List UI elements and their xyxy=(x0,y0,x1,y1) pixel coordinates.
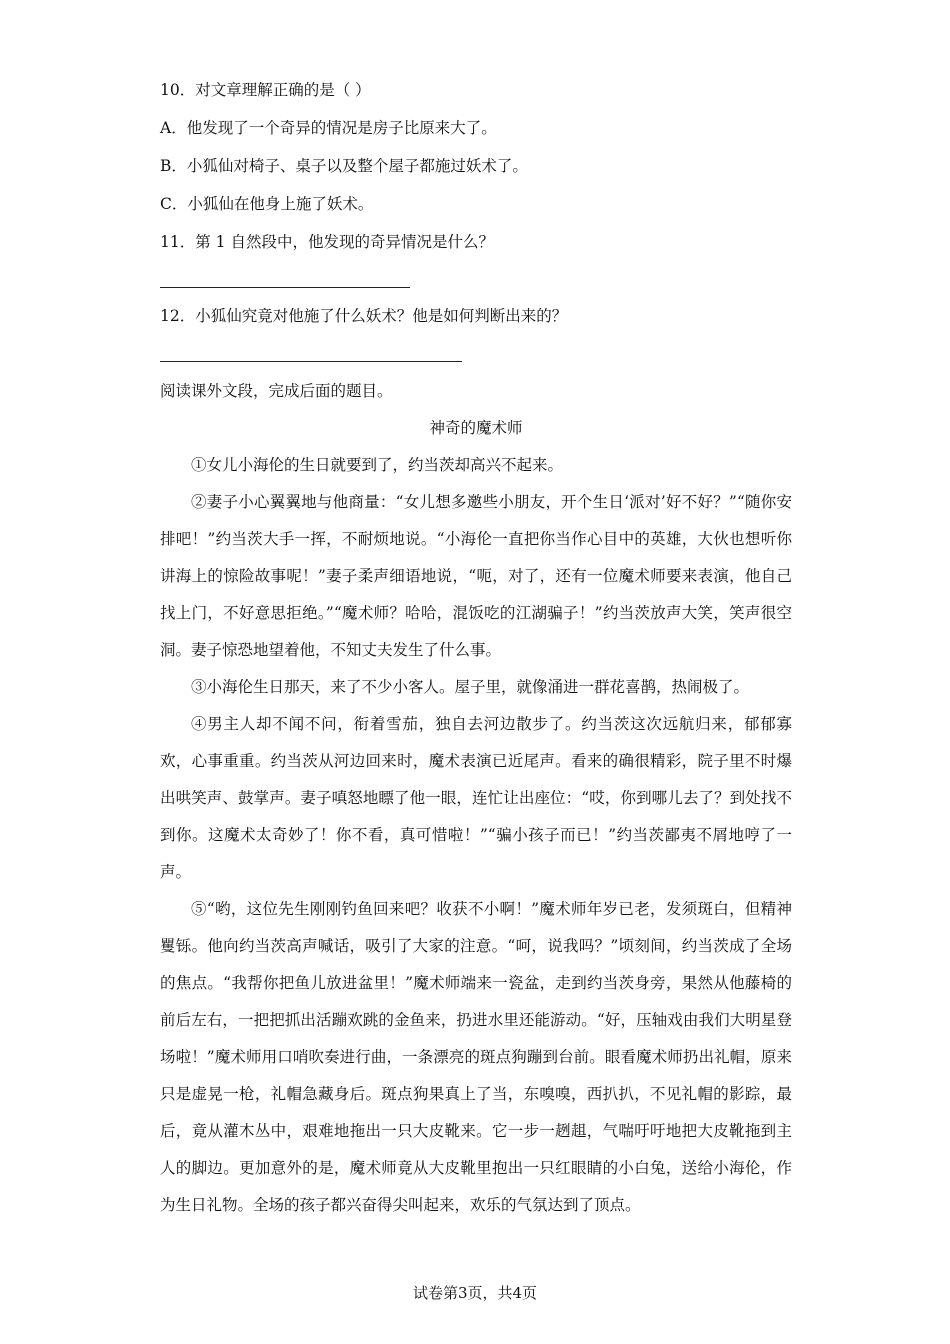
page-footer: 试卷第3页，共4页 xyxy=(412,1284,538,1302)
question-10-option-b: B．小狐仙对椅子、桌子以及整个屋子都施过妖术了。 xyxy=(160,157,528,175)
reading-instruction: 阅读课外文段，完成后面的题目。 xyxy=(160,382,393,400)
reading-paragraph-5: ⑤“哟，这位先生刚刚钓鱼回来吧？收获不小啊！”魔术师年岁已老，发须斑白，但精神矍铄。他向约当茨高声喊话，吸引了大家的注意。“呵，说我吗？”顷刻间，约当茨成了全场的焦点。“我帮你把鱼儿放进盆里！”魔术师端来一瓷盆，走到约当茨身旁，果然从他藤椅的前后左右，一把把抓出活蹦欢跳的金鱼来，扔进水里还能游动。“好，压轴戏由我们大明星登场啦！”魔术师用口哨吹奏进行曲，一条漂亮的斑点狗蹦到台前。眼看魔术师扔出礼帽，原来只是虚晃一枪，礼帽急藏身后。斑点狗果真上了当，东嗅嗅，西扒扒，不见礼帽的影踪，最后，竟从灌木丛中，艰难地拖出一只大皮靴来。它一步一趔趄，气喘吁吁地把大皮靴拖到主人的脚边。更加意外的是，魔术师竟从大皮靴里抱出一只红眼睛的小白兔，送给小海伦，作为生日礼物。全场的孩子都兴奋得尖叫起来，欢乐的气氛达到了顶点。 xyxy=(160,900,792,1214)
question-12-stem: 12．小狐仙究竟对他施了什么妖术？他是如何判断出来的？ xyxy=(160,307,568,325)
question-10-stem: 10．对文章理解正确的是（ ） xyxy=(160,81,371,99)
reading-title: 神奇的魔术师 xyxy=(429,419,523,437)
reading-paragraph-1: ①女儿小海伦的生日就要到了，约当茨却高兴不起来。 xyxy=(191,456,564,474)
question-10-option-a: A．他发现了一个奇异的情况是房子比原来大了。 xyxy=(160,119,497,137)
reading-paragraph-4: ④男主人却不闻不问，衔着雪茄，独自去河边散步了。约当茨这次远航归来，郁郁寡欢，心事重重。约当茨从河边回来时，魔术表演已近尾声。看来的确很精彩，院子里不时爆出哄笑声、鼓掌声。妻子嗔怒地瞟了他一眼，连忙让出座位：“哎，你到哪儿去了？到处找不到你。这魔术太奇妙了！你不看，真可惜啦！”“骗小孩子而已！”约当茨鄙夷不屑地哼了一声。 xyxy=(160,715,792,881)
reading-paragraph-2: ②妻子小心翼翼地与他商量：“女儿想多邀些小朋友，开个生日‘派对’好不好？”“随你安排吧！”约当茨大手一挥，不耐烦地说。“小海伦一直把你当作心目中的英雄，大伙也想听你讲海上的惊险故事呢！”妻子柔声细语地说，“呃，对了，还有一位魔术师要来表演，他自己找上门，不好意思拒绝。”“魔术师？哈哈，混饭吃的江湖骗子！”约当茨放声大笑，笑声很空洞。妻子惊恐地望着他，不知丈夫发生了什么事。 xyxy=(160,493,792,659)
answer-line-11 xyxy=(160,287,410,288)
question-10-option-c: C．小狐仙在他身上施了妖术。 xyxy=(160,195,374,213)
question-11-stem: 11．第 1 自然段中，他发现的奇异情况是什么？ xyxy=(160,233,494,251)
reading-paragraph-3: ③小海伦生日那天，来了不少小客人。屋子里，就像涌进一群花喜鹊，热闹极了。 xyxy=(191,678,750,696)
answer-line-12 xyxy=(160,361,462,362)
